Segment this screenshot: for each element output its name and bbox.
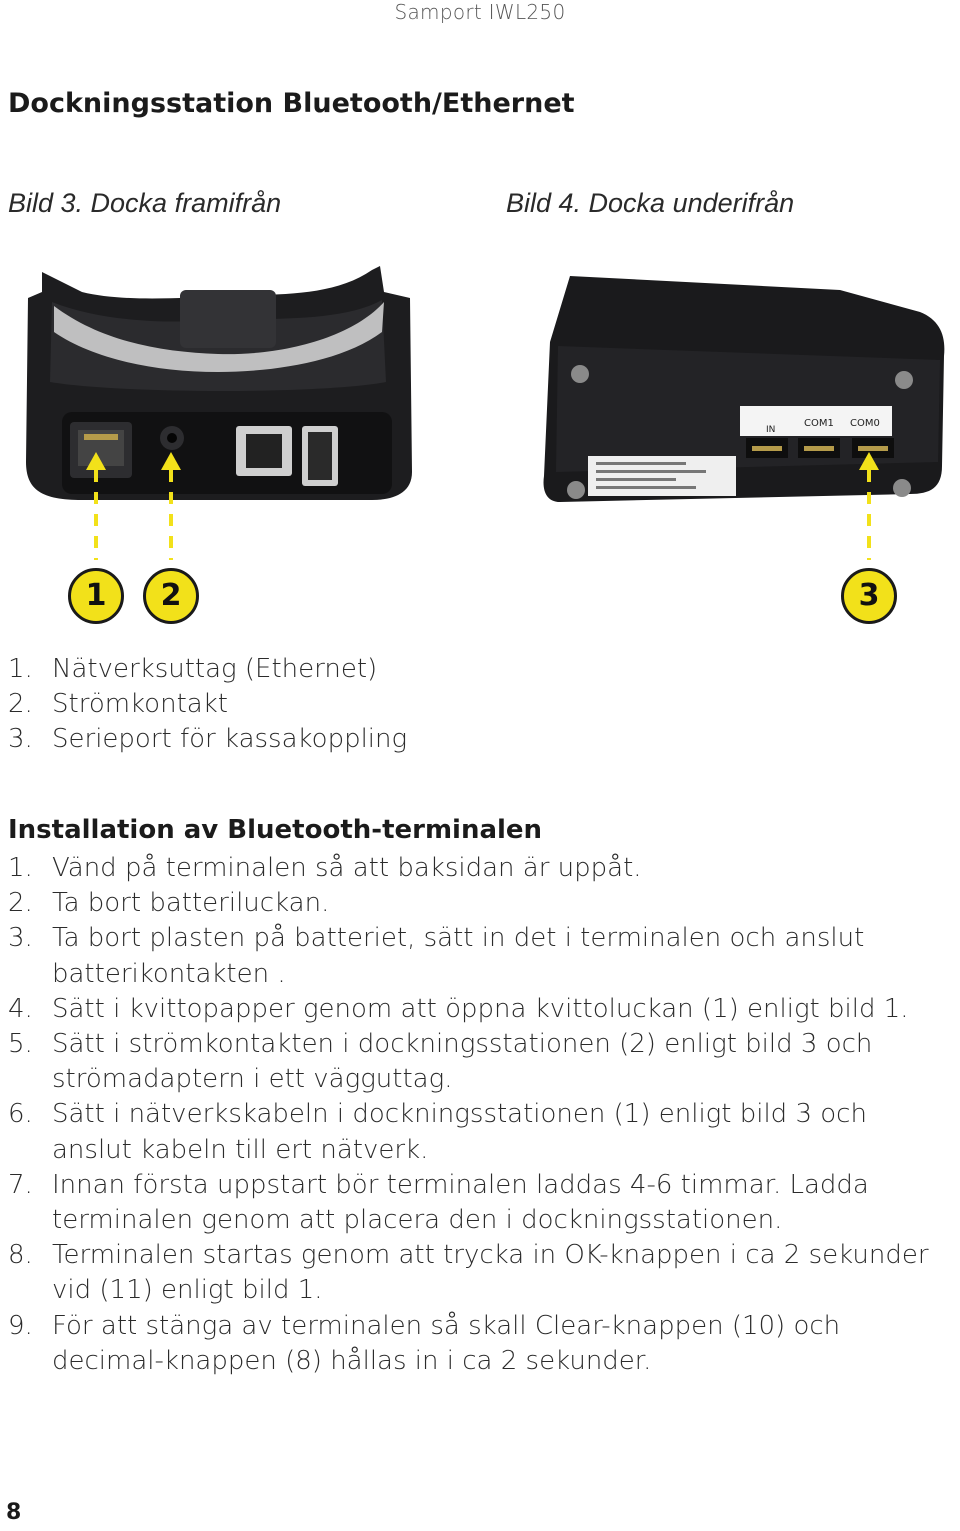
list-item: 2. Ta bort batteriluckan. [8,888,330,919]
section-title: Installation av Bluetooth-terminalen [8,815,543,845]
figure-3-caption: Bild 3. Docka framifrån [8,188,282,218]
dock-front-photo [22,262,414,502]
list-item: 3. Serieport för kassakoppling [8,724,408,755]
callout-1: 1 [68,568,124,624]
callout-3: 3 [841,568,897,624]
page-title: Dockningsstation Bluetooth/Ethernet [8,88,575,119]
arrow-to-serial [858,452,880,562]
list-item: 4. Sätt i kvittopapper genom att öppna kvittoluckan (1) enligt bild 1. [8,993,909,1024]
dock-underside-photo [540,276,948,508]
installation-steps [8,851,938,1379]
list-item: 3. Ta bort plasten på batteriet, sätt in det i terminalen och anslut batterikontakten . [8,923,865,989]
callout-2: 2 [143,568,199,624]
figure-4-caption: Bild 4. Docka underifrån [506,188,795,218]
list-item: 8. Terminalen startas genom att trycka in OK-knappen i ca 2 sekunder vid (11) enligt bild 1. [8,1240,929,1306]
list-item: 6. Sätt i nätverkskabeln i dockningsstationen (1) enligt bild 3 och anslut kabeln till ert nätverk. [8,1099,867,1165]
arrow-to-power [160,452,182,562]
port-legend [8,652,407,758]
arrow-to-ethernet [85,452,107,562]
list-item: 5. Sätt i strömkontakten i dockningsstationen (2) enligt bild 3 och strömadaptern i ett vägguttag. [8,1029,873,1095]
port-label-com0: COM0 [850,418,880,429]
port-label-in: IN [766,425,776,435]
list-item: 1. Nätverksuttag (Ethernet) [8,654,378,684]
port-label-com1: COM1 [804,418,834,429]
running-header: Samport IWL250 [394,0,566,24]
list-item: 2. Strömkontakt [8,689,228,720]
list-item: 7. Innan första uppstart bör terminalen laddas 4-6 timmar. Ladda terminalen genom att placera den i dockningsstationen. [8,1169,869,1236]
list-item: 1. Vänd på terminalen så att baksidan är uppåt. [8,853,642,883]
page-number: 8 [6,1500,22,1525]
list-item: 9. För att stänga av terminalen så skall Clear-knappen (10) och decimal-knappen (8) hållas in i ca 2 sekunder. [8,1310,841,1376]
